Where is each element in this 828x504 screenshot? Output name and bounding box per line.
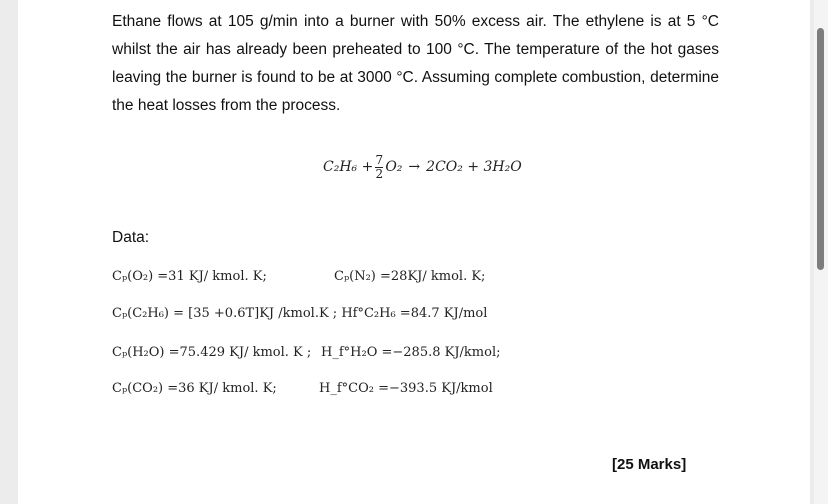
marks-label: [25 Marks] (612, 456, 687, 473)
data-hf-co2: H_f°CO₂ =−393.5 KJ/kmol (319, 381, 493, 396)
document-page (18, 0, 810, 504)
data-cp-co2: Cₚ(CO₂) =36 KJ/ kmol. K; (112, 381, 277, 396)
reaction-arrow: → (408, 159, 421, 175)
combustion-equation (323, 147, 522, 187)
data-cp-o2: Cₚ(O₂) =31 KJ/ kmol. K; (112, 269, 267, 284)
data-hf-h2o: H_f°H₂O =−285.8 KJ/kmol; (321, 345, 501, 360)
fraction-denominator: 2 (375, 166, 384, 181)
fraction-numerator: 7 (375, 152, 384, 167)
data-cp-n2: Cₚ(N₂) =28KJ/ kmol. K; (334, 269, 486, 284)
problem-statement: Ethane flows at 105 g/min into a burner with 50% excess air. The ethylene is at 5 °C whilst the air has already been preheated to 100 °C. The temperature of the hot gases leaving the burner is found to be at 3000 °C. Assuming complete combustion, determine the heat losses from the process. (112, 13, 719, 114)
equation-lhs-right: O₂ (385, 159, 403, 175)
equation-fraction (375, 154, 383, 181)
equation-lhs-left: C₂H₆ + (323, 159, 374, 175)
data-cp-h2o: Cₚ(H₂O) =75.429 KJ/ kmol. K ; (112, 345, 312, 360)
data-heading: Data: (112, 229, 150, 246)
data-cp-c2h6: Cₚ(C₂H₆) = [35 +0.6T]KJ /kmol.K ; Hf°C₂H₆ =84.7 KJ/mol (112, 306, 488, 321)
equation-rhs: 2CO₂ + 3H₂O (426, 159, 522, 175)
scrollbar-thumb[interactable] (817, 28, 824, 270)
vertical-scrollbar[interactable] (814, 0, 828, 504)
